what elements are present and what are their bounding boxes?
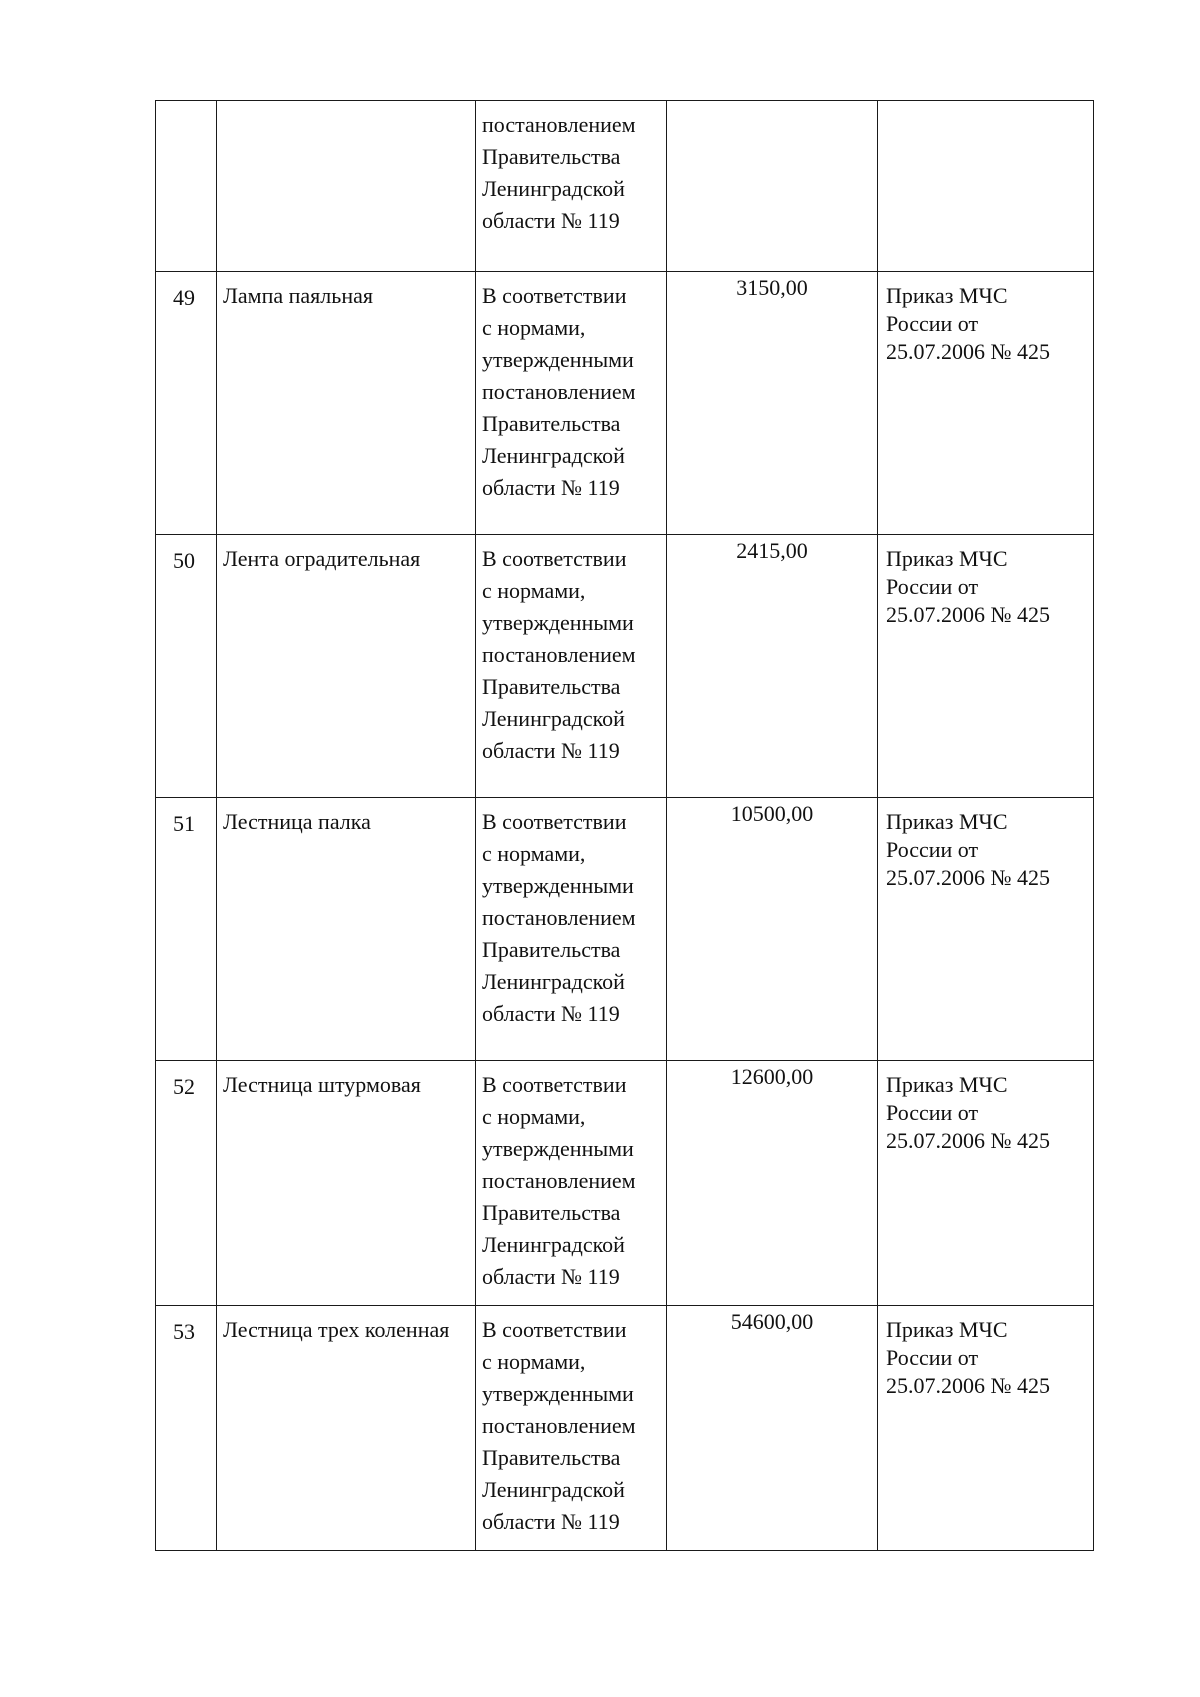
basis-line: с нормами, <box>482 1104 586 1129</box>
cell-price <box>667 798 878 1061</box>
source-line: России от <box>886 311 979 336</box>
table-row <box>156 535 1094 798</box>
basis-line: утвержденными <box>482 873 634 898</box>
cell-name <box>217 535 476 798</box>
basis-line: области № 119 <box>482 1264 620 1289</box>
source-line: Приказ МЧС <box>886 1317 1008 1342</box>
cell-source <box>878 1306 1094 1551</box>
cell-price <box>667 101 878 272</box>
cell-source <box>878 535 1094 798</box>
source-line: 25.07.2006 № 425 <box>886 1128 1050 1153</box>
basis-line: с нормами, <box>482 1349 586 1374</box>
cell-basis <box>476 101 667 272</box>
cell-num <box>156 272 217 535</box>
cell-name <box>217 1061 476 1306</box>
cell-price <box>667 1061 878 1306</box>
basis-line: В соответствии <box>482 546 627 571</box>
cell-basis <box>476 272 667 535</box>
basis-line: Ленинградской <box>482 1232 625 1257</box>
basis-line: В соответствии <box>482 283 627 308</box>
item-price: 12600,00 <box>730 1064 814 1089</box>
basis-line: утвержденными <box>482 1381 634 1406</box>
source-line: 25.07.2006 № 425 <box>886 1373 1050 1398</box>
source-line: России от <box>886 1345 979 1370</box>
basis-line: с нормами, <box>482 578 586 603</box>
cell-basis <box>476 1306 667 1551</box>
cell-source <box>878 798 1094 1061</box>
cell-source <box>878 1061 1094 1306</box>
basis-line: Правительства <box>482 937 621 962</box>
basis-line: Ленинградской <box>482 443 625 468</box>
basis-line: В соответствии <box>482 1072 627 1097</box>
source-line: России от <box>886 1100 979 1125</box>
table-row <box>156 272 1094 535</box>
basis-line: области № 119 <box>482 208 620 233</box>
item-name: Лестница палка <box>223 809 371 834</box>
cell-source <box>878 101 1094 272</box>
cell-num <box>156 798 217 1061</box>
cell-basis <box>476 798 667 1061</box>
basis-line: области № 119 <box>482 475 620 500</box>
item-price: 2415,00 <box>736 538 808 563</box>
cell-name <box>217 272 476 535</box>
item-name: Лестница штурмовая <box>223 1072 421 1097</box>
table-row <box>156 1306 1094 1551</box>
basis-line: постановлением <box>482 112 636 137</box>
item-price: 10500,00 <box>730 801 814 826</box>
basis-line: постановлением <box>482 1168 636 1193</box>
basis-line: Ленинградской <box>482 969 625 994</box>
source-line: Приказ МЧС <box>886 283 1008 308</box>
basis-line: Ленинградской <box>482 176 625 201</box>
basis-line: постановлением <box>482 1413 636 1438</box>
item-number: 51 <box>173 811 195 836</box>
source-line: России от <box>886 574 979 599</box>
basis-line: области № 119 <box>482 738 620 763</box>
source-line: Приказ МЧС <box>886 809 1008 834</box>
basis-line: Ленинградской <box>482 1477 625 1502</box>
source-line: 25.07.2006 № 425 <box>886 865 1050 890</box>
basis-line: В соответствии <box>482 1317 627 1342</box>
table-row <box>156 798 1094 1061</box>
cell-name <box>217 1306 476 1551</box>
item-name: Лампа паяльная <box>223 283 373 308</box>
price-table <box>155 100 1094 1551</box>
basis-line: Правительства <box>482 674 621 699</box>
basis-line: Правительства <box>482 1445 621 1470</box>
cell-num <box>156 535 217 798</box>
source-line: России от <box>886 837 979 862</box>
item-number: 49 <box>173 285 195 310</box>
item-number: 52 <box>173 1074 195 1099</box>
basis-line: области № 119 <box>482 1001 620 1026</box>
basis-line: утвержденными <box>482 610 634 635</box>
basis-line: Правительства <box>482 144 621 169</box>
basis-line: В соответствии <box>482 809 627 834</box>
source-line: 25.07.2006 № 425 <box>886 339 1050 364</box>
table-row-continuation <box>156 101 1094 272</box>
cell-basis <box>476 1061 667 1306</box>
cell-basis <box>476 535 667 798</box>
item-name: Лестница трех коленная <box>223 1317 450 1342</box>
basis-line: с нормами, <box>482 841 586 866</box>
basis-line: постановлением <box>482 379 636 404</box>
basis-line: Правительства <box>482 1200 621 1225</box>
cell-price <box>667 1306 878 1551</box>
basis-line: Правительства <box>482 411 621 436</box>
item-price: 54600,00 <box>730 1309 814 1334</box>
basis-line: области № 119 <box>482 1509 620 1534</box>
source-line: Приказ МЧС <box>886 1072 1008 1097</box>
basis-line: утвержденными <box>482 347 634 372</box>
item-number: 50 <box>173 548 195 573</box>
cell-price <box>667 272 878 535</box>
cell-num <box>156 101 217 272</box>
cell-source <box>878 272 1094 535</box>
cell-name <box>217 798 476 1061</box>
basis-line: с нормами, <box>482 315 586 340</box>
source-line: Приказ МЧС <box>886 546 1008 571</box>
basis-line: утвержденными <box>482 1136 634 1161</box>
item-price: 3150,00 <box>736 275 808 300</box>
source-line: 25.07.2006 № 425 <box>886 602 1050 627</box>
cell-num <box>156 1306 217 1551</box>
cell-name <box>217 101 476 272</box>
cell-price <box>667 535 878 798</box>
basis-line: постановлением <box>482 905 636 930</box>
item-number: 53 <box>173 1319 195 1344</box>
basis-line: постановлением <box>482 642 636 667</box>
basis-line: Ленинградской <box>482 706 625 731</box>
item-name: Лента оградительная <box>223 546 421 571</box>
table-row <box>156 1061 1094 1306</box>
cell-num <box>156 1061 217 1306</box>
